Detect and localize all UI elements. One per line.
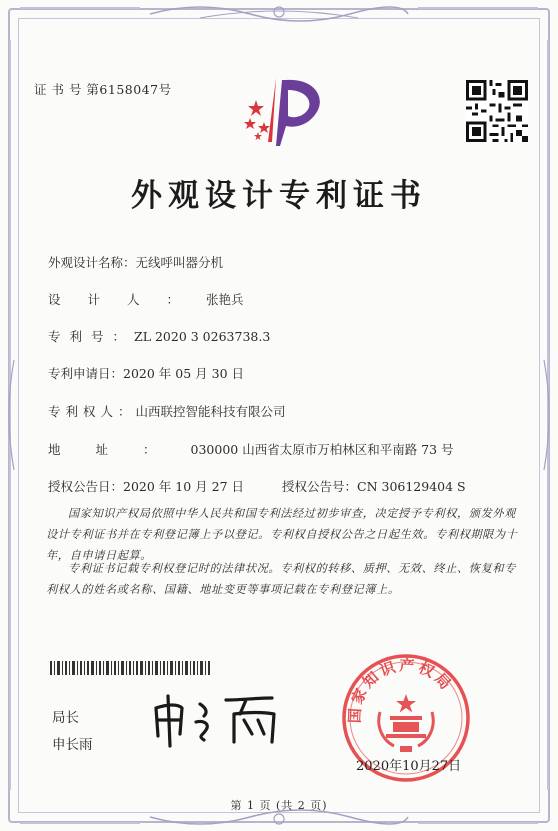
ornament-right <box>534 0 558 831</box>
designer-value: 张艳兵 <box>206 292 244 307</box>
grant-number-label: 授权公告号： <box>282 479 358 494</box>
address-value: 030000 山西省太原市万柏林区和平南路 73 号 <box>190 442 454 457</box>
patentee-label: 专利权人： <box>48 404 136 419</box>
legal-paragraph-1: 国家知识产权局依照中华人民共和国专利法经过初步审查，决定授予专利权，颁发外观设计专利证书并在专利登记簿上予以登记。专利权自授权公告之日起生效。专利权期限为十年，自申请日起算。 <box>46 507 518 562</box>
grant-number-value: CN 306129404 S <box>357 479 466 494</box>
design-name-value: 无线呼叫器分机 <box>135 255 224 270</box>
seal-date: 2020年10月27日 <box>356 759 462 774</box>
field-address <box>48 440 454 458</box>
grant-date-value: 2020 年 10 月 27 日 <box>123 479 245 494</box>
field-patentee <box>48 402 286 420</box>
patentee-value: 山西联控智能科技有限公司 <box>135 404 286 419</box>
director-title: 局长 <box>52 710 79 726</box>
patent-office-emblem-icon <box>236 70 332 150</box>
filing-date-label: 专利申请日： <box>48 366 124 381</box>
designer-label: 设计人： <box>48 292 207 307</box>
document-title: 外观设计专利证书 <box>131 178 427 214</box>
field-patent-number <box>48 327 270 345</box>
barcode-icon <box>50 661 210 675</box>
field-filing-date <box>48 364 244 382</box>
svg-text:国家知识产权局: 国家知识产权局 <box>345 656 457 724</box>
address-label: 地址： <box>48 442 191 457</box>
ornament-left <box>0 0 24 831</box>
design-name-label: 外观设计名称： <box>48 255 136 270</box>
qr-code-icon <box>466 80 528 142</box>
handwritten-signature <box>148 690 288 752</box>
field-grant-date <box>48 477 244 495</box>
patent-number-label: 专利号： <box>48 329 135 344</box>
field-grant-number <box>282 477 466 495</box>
field-design-name <box>48 253 223 271</box>
page-footer: 第 1 页 (共 2 页) <box>230 799 328 812</box>
ornament-top <box>0 0 558 30</box>
legal-paragraph-2: 专利证书记载专利权登记时的法律状况。专利权的转移、质押、无效、终止、恢复和专利权人的姓名或名称、国籍、地址变更等事项记载在专利登记簿上。 <box>46 562 516 596</box>
filing-date-value: 2020 年 05 月 30 日 <box>123 366 245 381</box>
field-designer <box>48 290 244 308</box>
director-name: 申长雨 <box>52 737 93 753</box>
certificate-number: 证 书 号 第6158047号 <box>34 82 172 97</box>
patent-number-value: ZL 2020 3 0263738.3 <box>134 329 271 344</box>
grant-date-label: 授权公告日： <box>48 479 124 494</box>
